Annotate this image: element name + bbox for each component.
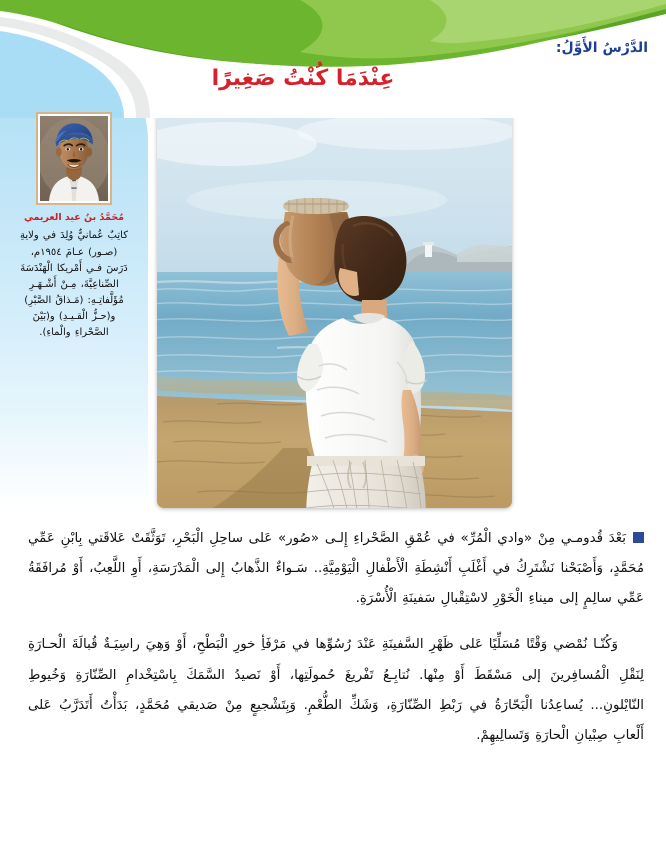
- author-bio-line: مُؤَلَّفاتِـهِ: (مَـذاقُ الصَّبْرِ): [24, 295, 124, 307]
- lesson-title: عِنْدَمَا كُنْتُ صَغِيرًا: [211, 66, 395, 91]
- author-bio-line: (صـور) عـامَ ١٩٥٤م،: [30, 246, 118, 258]
- author-bio-line: كاتِبٌ عُمانيٌّ وُلِدَ في ولايةِ: [20, 230, 128, 242]
- author-name: مُحَمَّدُ بنُ عيد العريمي: [23, 212, 125, 223]
- paragraph-1-text: بَعْدَ قُدومـي مِنْ «وادي الْمُرِّ» في عُمْقِ الصَّحْراءِ إِلـى «صُور» عَلى ساحِلِ الْبَحْرِ، تَوَثَّقَتْ عَلاقَتي بِابْنِ عَمِّي مُحَمَّدٍ، وَأَصْبَحْنا نَشْتَرِكُ في أَغْلَبِ أَنْشِطَةِ الْأَطْفالِ الْيَوْمِيَّةِ.. سَـواءٌ الذَّهابُ إِلى الْمَدْرَسَةِ، أَوِ اللَّعِبُ، أَوْ مُرافَقَةُ عَمِّي سالِمٍ إلى ميناءِ الْخَوْرِ لاسْتِقْبالِ سَفينَةِ الْأُسْرَةِ.: [28, 531, 644, 607]
- author-bio-line: الصَّحْراءِ والْماءِ).: [39, 327, 109, 339]
- paragraph-bullet-icon: [633, 532, 644, 543]
- lesson-illustration: [157, 104, 512, 508]
- author-bio-line: الصِّناعِيَّةَ، مِـنْ أَشْـهَـرِ: [29, 278, 119, 290]
- header-wave-decoration: [0, 0, 666, 118]
- author-bio-line: دَرَسَ فـي أَمْريكا الْهَنْدَسَةَ: [20, 262, 128, 274]
- author-portrait: [40, 116, 108, 201]
- lesson-label: الدَّرْسُ الأَوَّلُ:: [555, 40, 648, 56]
- paragraph-2: [28, 630, 644, 751]
- author-bio: [0, 228, 148, 341]
- paragraph-1: [28, 524, 644, 614]
- author-photo-frame: [36, 112, 112, 205]
- author-block: [0, 112, 148, 342]
- paragraph-2-text: وَكُنّـا نُمْضي وَقْتًا مُسَلِّيًا عَلى ظَهْرِ السَّفينَةِ عَنْدَ رُسُوِّها في مَرْفَأِ خورِ الْبَطْحِ، أَوْ وَهِيَ راسِيَـةٌ قُبالَةَ الْحـارَةِ لِنَقْلِ الْمُسافِرينَ إلى مَسْقَطَ أَوْ مِنْها. نُتابِـعُ تَفْريغَ حُمولَتِها، أَوْ نَصيدُ السَّمَكَ بِاسْتِخْدامِ الصِّنّارَةِ وَخُيوطِ النّايْلونِ... يُساعِدُنا الْبَحّارَةُ في رَبْطِ الصِّنّارَةِ، وَشَكِّ الطُّعْمِ. وَبِتَشْجيعٍ مِنْ صَديقي مُحَمَّدٍ، بَدَأْتُ أَتَدَرَّبُ عَلى أَلْعابِ صِبْيانِ الْحارَةِ وَتَسالِيهِمْ.: [28, 637, 644, 743]
- lesson-body: [28, 524, 644, 751]
- author-bio-line: و(حـزُّ الْقـيـدِ) و(بَيْنَ: [32, 311, 116, 323]
